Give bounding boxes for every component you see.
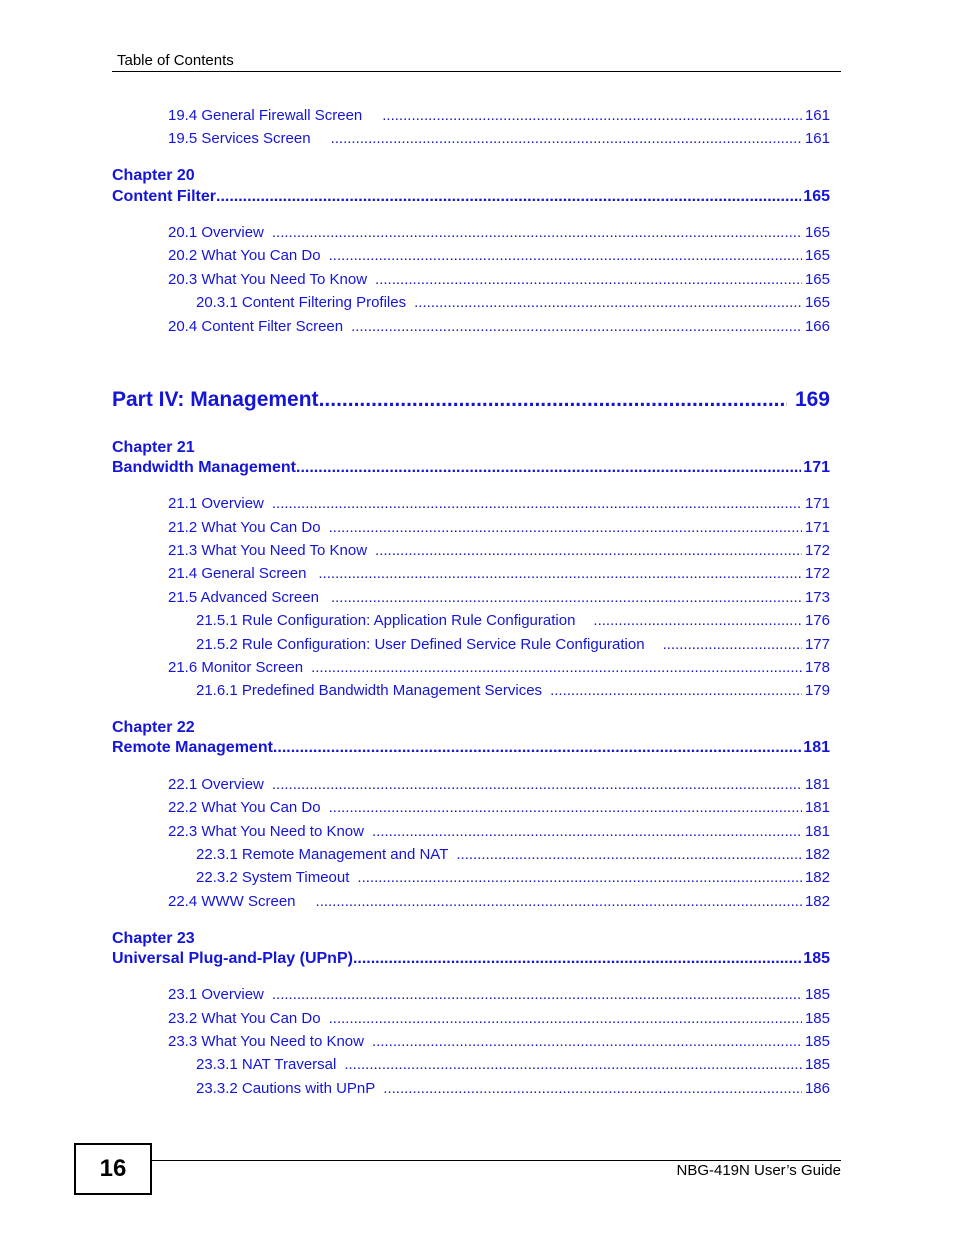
toc-entry-title: 23.3.2 Cautions with UPnP — [196, 1080, 376, 1097]
toc-entry-title: 21.5.1 Rule Configuration: Application Rule Configuration — [196, 612, 576, 629]
toc-entry-page: 185 — [804, 1033, 830, 1050]
toc-entry[interactable] — [168, 495, 830, 512]
toc-entry-title: 20.1 Overview — [168, 224, 264, 241]
dot-leader — [331, 589, 802, 606]
toc-entry-title: 23.1 Overview — [168, 986, 264, 1003]
toc-subentry[interactable] — [196, 846, 830, 863]
toc-entry-title: 21.4 General Screen — [168, 565, 307, 582]
toc-entry-title: 21.2 What You Can Do — [168, 519, 321, 536]
page-number: 16 — [99, 1155, 127, 1182]
toc-entry-title: 22.2 What You Can Do — [168, 799, 321, 816]
toc-entry[interactable] — [168, 318, 830, 335]
toc-entry[interactable] — [168, 542, 830, 559]
toc-entry-page: 181 — [804, 823, 830, 840]
dot-leader — [272, 986, 802, 1003]
toc-entry-title: 22.3.2 System Timeout — [196, 869, 350, 886]
dot-leader — [593, 612, 802, 629]
toc-entry-page: 171 — [804, 519, 830, 536]
dot-leader — [331, 130, 802, 147]
chapter-page: 185 — [803, 950, 830, 967]
toc-entry-title: 21.1 Overview — [168, 495, 264, 512]
chapter-entry[interactable] — [112, 188, 830, 206]
dot-leader — [357, 869, 802, 886]
chapter-title: Bandwidth Management — [112, 459, 297, 476]
dot-leader — [311, 659, 802, 676]
toc-entry-title: 22.4 WWW Screen — [168, 893, 296, 910]
toc-entry-title: 19.4 General Firewall Screen — [168, 107, 363, 124]
toc-entry-page: 165 — [804, 224, 830, 241]
toc-entry[interactable] — [168, 776, 830, 793]
toc-entry-page: 186 — [804, 1080, 830, 1097]
toc-entry-title: 21.5.2 Rule Configuration: User Defined Service Rule Configuration — [196, 636, 645, 653]
toc-entry-page: 177 — [804, 636, 830, 653]
toc-entry[interactable] — [168, 1010, 830, 1027]
dot-leader — [272, 224, 802, 241]
dot-leader — [272, 495, 802, 512]
dot-leader — [383, 1080, 802, 1097]
dot-leader — [353, 950, 801, 968]
toc-entry[interactable] — [168, 271, 830, 288]
toc-entry-title: 22.1 Overview — [168, 776, 264, 793]
dot-leader — [216, 188, 801, 206]
dot-leader — [272, 776, 802, 793]
chapter-entry[interactable] — [112, 950, 830, 968]
toc-entry[interactable] — [168, 107, 830, 124]
guide-title: NBG-419N User’s Guide — [676, 1162, 841, 1179]
toc-entry-title: 23.2 What You Can Do — [168, 1010, 321, 1027]
dot-leader — [372, 823, 802, 840]
toc-entry-page: 185 — [804, 986, 830, 1003]
chapter-entry[interactable] — [112, 459, 830, 477]
toc-entry-page: 182 — [804, 846, 830, 863]
toc-entry-title: 22.3.1 Remote Management and NAT — [196, 846, 449, 863]
dot-leader — [351, 318, 802, 335]
dot-leader — [414, 294, 802, 311]
dot-leader — [329, 799, 802, 816]
toc-entry[interactable] — [168, 986, 830, 1003]
chapter-page: 165 — [803, 188, 830, 205]
dot-leader — [318, 565, 802, 582]
toc-entry-title: 21.3 What You Need To Know — [168, 542, 368, 559]
toc-entry[interactable] — [168, 565, 830, 582]
toc-entry-title: 22.3 What You Need to Know — [168, 823, 364, 840]
dot-leader — [329, 1010, 802, 1027]
toc-subentry[interactable] — [196, 1080, 830, 1097]
chapter-title: Remote Management — [112, 739, 273, 756]
toc-entry-page: 165 — [804, 294, 830, 311]
toc-entry-title: 20.3.1 Content Filtering Profiles — [196, 294, 407, 311]
toc-entry-title: 21.6 Monitor Screen — [168, 659, 304, 676]
toc-entry-title: 19.5 Services Screen — [168, 130, 311, 147]
chapter-page: 171 — [803, 459, 830, 476]
toc-entry-page: 185 — [804, 1010, 830, 1027]
toc-entry-page: 171 — [804, 495, 830, 512]
dot-leader — [296, 459, 801, 477]
toc-entry-title: 23.3.1 NAT Traversal — [196, 1056, 337, 1073]
toc-entry[interactable] — [168, 589, 830, 606]
toc-entry[interactable] — [168, 519, 830, 536]
toc-entry-page: 182 — [804, 869, 830, 886]
running-header: Table of Contents — [117, 52, 234, 69]
toc-entry-title: 20.3 What You Need To Know — [168, 271, 368, 288]
chapter-entry[interactable] — [112, 739, 830, 757]
toc-subentry[interactable] — [196, 1056, 830, 1073]
page-number-box — [74, 1143, 152, 1195]
chapter-label: Chapter 23 — [112, 930, 195, 947]
toc-entry-page: 176 — [804, 612, 830, 629]
toc-entry-title: 23.3 What You Need to Know — [168, 1033, 364, 1050]
toc-entry[interactable] — [168, 224, 830, 241]
toc-entry-page: 173 — [804, 589, 830, 606]
toc-entry[interactable] — [168, 823, 830, 840]
chapter-label: Chapter 20 — [112, 167, 195, 184]
dot-leader — [344, 1056, 802, 1073]
toc-entry-page: 161 — [804, 130, 830, 147]
toc-entry-title: 21.5 Advanced Screen — [168, 589, 319, 606]
dot-leader — [375, 271, 802, 288]
toc-entry[interactable] — [168, 893, 830, 910]
toc-entry-page: 161 — [804, 107, 830, 124]
chapter-page: 181 — [803, 739, 830, 756]
part-title: Part IV: Management — [112, 388, 319, 411]
toc-entry[interactable] — [168, 1033, 830, 1050]
toc-entry-page: 172 — [804, 565, 830, 582]
toc-entry-page: 181 — [804, 776, 830, 793]
toc-entry-page: 182 — [804, 893, 830, 910]
dot-leader — [663, 636, 802, 653]
toc-entry-page: 172 — [804, 542, 830, 559]
toc-subentry[interactable] — [196, 636, 830, 653]
chapter-title: Content Filter — [112, 188, 216, 205]
toc-subentry[interactable] — [196, 869, 830, 886]
dot-leader — [329, 247, 802, 264]
toc-entry[interactable] — [168, 799, 830, 816]
dot-leader — [316, 893, 802, 910]
chapter-label: Chapter 22 — [112, 719, 195, 736]
toc-entry-title: 20.4 Content Filter Screen — [168, 318, 344, 335]
chapter-label: Chapter 21 — [112, 439, 195, 456]
dot-leader — [372, 1033, 802, 1050]
dot-leader — [382, 107, 802, 124]
part-entry[interactable] — [112, 388, 830, 412]
dot-leader — [375, 542, 802, 559]
toc-entry[interactable] — [168, 659, 830, 676]
toc-entry-page: 179 — [804, 682, 830, 699]
dot-leader — [273, 739, 801, 757]
dot-leader — [456, 846, 802, 863]
toc-entry-page: 165 — [804, 271, 830, 288]
toc-entry-page: 166 — [804, 318, 830, 335]
toc-entry-title: 20.2 What You Can Do — [168, 247, 321, 264]
header-rule — [112, 71, 841, 72]
toc-entry-page: 165 — [804, 247, 830, 264]
toc-subentry[interactable] — [196, 294, 830, 311]
toc-subentry[interactable] — [196, 682, 830, 699]
footer-rule — [150, 1160, 841, 1161]
toc-entry-title: 21.6.1 Predefined Bandwidth Management Services — [196, 682, 543, 699]
toc-subentry[interactable] — [196, 612, 830, 629]
chapter-title: Universal Plug-and-Play (UPnP) — [112, 950, 353, 967]
toc-entry-page: 181 — [804, 799, 830, 816]
dot-leader — [550, 682, 802, 699]
toc-entry-page: 178 — [804, 659, 830, 676]
toc-entry[interactable] — [168, 130, 830, 147]
part-page: 169 — [794, 388, 830, 411]
toc-entry-page: 185 — [804, 1056, 830, 1073]
dot-leader — [319, 388, 787, 412]
dot-leader — [329, 519, 802, 536]
toc-entry[interactable] — [168, 247, 830, 264]
